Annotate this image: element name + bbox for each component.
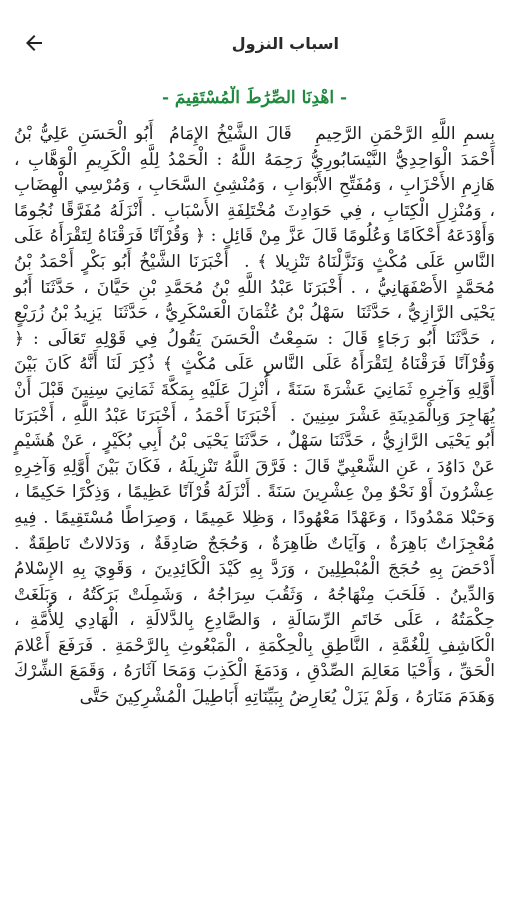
verse-title: - اهْدِنَا الصِّرَٰطَ الْمُسْتَقِيمَ - (161, 88, 348, 108)
tafsir-body-text: بِسمِ اللَّهِ الرَّحْمَنِ الرَّحِيمِ ‌ ‌ قَالَ الشَّيْخُ الإِمَامُ ‌ أَبُو الْحَسَنِ عَلِيُّ بْنُ أَحْمَدَ الْوَاحِدِيُّ النَّيْسَابُورِيُّ رَحِمَهُ اللَّهُ : الْحَمْدُ لِلَّهِ الْكَرِيمِ الْوَهَّابِ ، هَازِمِ الأَحْزَابِ ، وَمُفَتِّحِ الأَبْوَابِ ، وَمُنْشِئِ السَّحَابِ ، وَمُرْسِي الْهِضَابِ ، وَمُنْزِلِ الْكِتَابِ ، فِي حَوَادِثَ مُخْتَلِفَةِ الأَسْبَابِ . أَنْزَلَهُ مُفَرَّقًا نُجُومًا وَأَوْدَعَهُ أَحْكَامًا وَعُلُومًا قَالَ عَزَّ مِنْ قَائِلٍ : ﴿ وَقُرْآنًا فَرَقْنَاهُ لِتَقْرَأَهُ عَلَى النَّاسِ عَلَى مُكْثٍ وَنَزَّلْنَاهُ تَنْزِيلا ﴾ . ‌ أَخْبَرَنَا الشَّيْخُ أَبُو بَكْرٍ أَحْمَدُ بْنُ مُحَمَّدٍ الأَصْفَهَانِيُّ ، . أَخْبَرَنَا عَبْدُ اللَّهِ بْنُ مُحَمَّدِ بْنِ حَيَّانَ ، حَدَّثَنَا أَبُو يَحْيَى الرَّازِيُّ ، حَدَّثَنَا ‌ سَهْلُ بْنُ عُثْمَانَ الْعَسْكَرِيُّ ، حَدَّثَنَا ‌ يَزِيدُ بْنُ زُرَيْعٍ ، حَدَّثَنَا أَبُو رَجَاءٍ قَالَ : سَمِعْتُ الْحَسَنَ يَقُولُ فِي قَوْلِهِ تَعَالَى : ﴿ وَقُرْآنًا فَرَقْنَاهُ لِتَقْرَأَهُ عَلَى النَّاسِ عَلَى مُكْثٍ ﴾ ذُكِرَ لَنَا أَنَّهُ كَانَ بَيْنَ أَوَّلِهِ وَآخِرِهِ ثَمَانِيَ عَشْرَةَ سَنَةً ، أُنْزِلَ عَلَيْهِ بِمَكَّةَ ثَمَانِيَ سِنِينَ قَبْلَ أَنْ يُهَاجِرَ وَبِالْمَدِينَةِ عَشْرَ سِنِينَ . ‌ أَخْبَرَنَا أَحْمَدُ ، أَخْبَرَنَا عَبْدُ اللَّهِ ، أَخْبَرَنَا أَبُو يَحْيَى الرَّازِيُّ ، حَدَّثَنَا سَهْلٌ ، حَدَّثَنَا يَحْيَى بْنُ أَبِي بُكَيْرٍ ، عَنْ هُشَيْمٍ عَنْ دَاوُدَ ، عَنِ الشَّعْبِيِّ قَالَ : فَرَّقَ اللَّهُ تَنْزِيلَهُ ، فَكَانَ بَيْنَ أَوَّلِهِ وَآخِرِهِ عِشْرُونَ أَوْ نَحْوٌ مِنْ عِشْرِينَ سَنَةً . أَنْزَلَهُ قُرْآنًا عَظِيمًا ، وَذِكْرًا حَكِيمًا ، وَحَبْلا مَمْدُودًا ، وَعَهْدًا مَعْهُودًا ، وَظِلا عَمِيمًا ، وَصِرَاطًا مُسْتَقِيمًا . فِيهِ مُعْجِزَاتٌ بَاهِرَةٌ ، وَآيَاتٌ ظَاهِرَةٌ ، وَحُجَجٌ صَادِقَةٌ ، وَدَلالاتٌ نَاطِقَةٌ . أَدْحَضَ بِهِ حُجَجَ الْمُبْطِلِينَ ، وَرَدَّ بِهِ كَيْدَ الْكَائِدِينَ ، وَقَوِيَ بِهِ الإِسْلامُ وَالدِّينُ . فَلَحَبَ مِنْهَاجُهُ ، وَثَقُبَ سِرَاجُهُ ، وَشَمِلَتْ بَرَكَتُهُ ، وَبَلَغَتْ حِكْمَتُهُ ، عَلَى خَاتَمِ الرِّسَالَةِ ، وَالصَّادِعِ بِالدَّلالَةِ ، الْهَادِي لِلأُمَّةِ ، الْكَاشِفِ لِلْغُمَّةِ ، النَّاطِقِ بِالْحِكْمَةِ ، الْمَبْعُوثِ بِالرَّحْمَةِ . فَرَفَعَ أَعْلامَ الْحَقِّ ، وَأَحْيَا مَعَالِمَ الصِّدْقِ ، وَدَمَغَ الْكَذِبَ وَمَحَا آثَارَهُ ، وَقَمَعَ الشِّرْكَ وَهَدَمَ مَنَارَهُ ، وَلَمْ يَزَلْ يُعَارِضُ بِبَيِّنَاتِهِ أَبَاطِيلَ الْمُشْرِكِينَ حَتَّى (14, 124, 495, 708)
back-button[interactable] (16, 25, 52, 61)
top-app-bar (0, 0, 507, 86)
arrow-back-icon (22, 31, 46, 55)
content-area[interactable] (0, 86, 507, 886)
scroll-fade (0, 860, 507, 886)
page-title: اسباب النزول (231, 33, 339, 53)
